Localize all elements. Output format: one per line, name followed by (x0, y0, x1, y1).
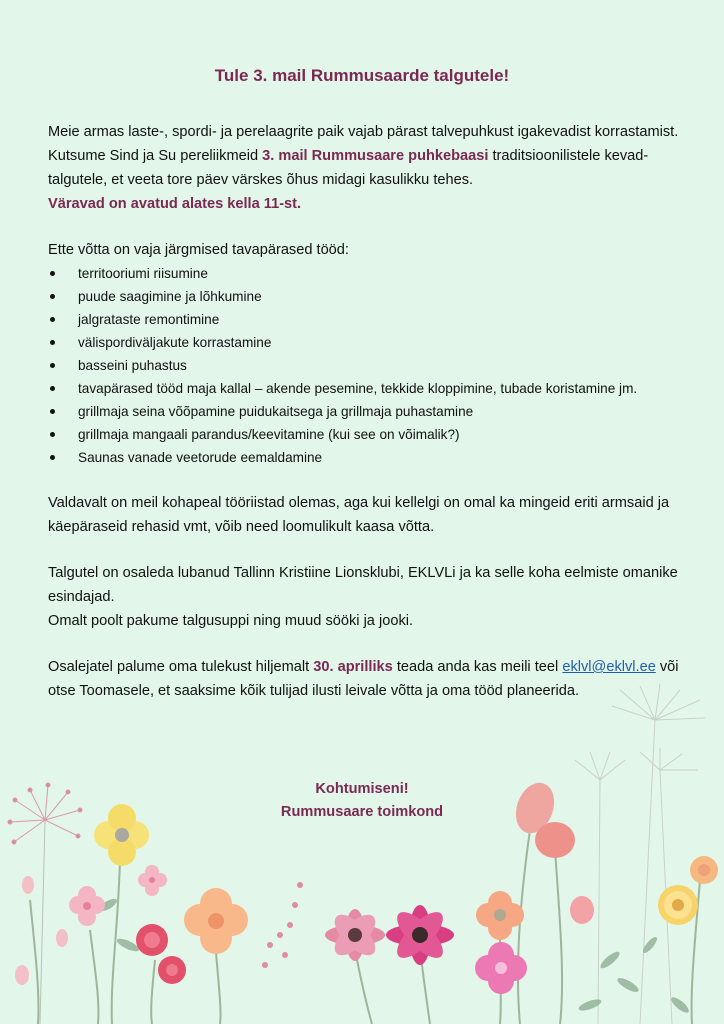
invite-text: Kutsume Sind ja Su pereliikmeid (48, 148, 263, 164)
event-date-place: 3. mail Rummusaare puhkebaasi (262, 148, 489, 164)
page-title: Tule 3. mail Rummusaarde talgutele! (214, 66, 510, 85)
registration-text: Osalejatel palume oma tulekust hiljemalt (48, 659, 314, 675)
list-item: välispordiväljakute korrastamine (48, 331, 680, 354)
email-link[interactable]: eklvl@eklvl.ee (562, 659, 656, 675)
gates-open-notice: Väravad on avatud alates kella 11-st. (48, 196, 302, 212)
participants-line: Talgutel on osaleda lubanud Tallinn Kristiine Lionsklubi, EKLVLi ja ka selle koha eelmiste omanike esindajad. (48, 565, 678, 605)
coral-flower-icon (476, 891, 524, 940)
list-item: Saunas vanade veetorude eemaldamine (48, 446, 680, 469)
list-item: basseini puhastus (48, 354, 680, 377)
registration-text-end: või otse Toomasele, et saaksime kõik tulijad ilusti leivale võtta ja oma tööd planeerida. (48, 659, 679, 699)
list-item: puude saagimine ja lõhkumine (48, 285, 680, 308)
food-line: Omalt poolt pakume talgusuppi ning muud sööki ja jooki. (48, 613, 414, 629)
list-item: tavapärased tööd maja kallal – akende pesemine, tekkide kloppimine, tubade koristamine jm. (48, 377, 680, 400)
tasks-heading: Ette võtta on vaja järgmised tavapärased tööd: (48, 242, 349, 258)
bud-cluster-icon (262, 882, 303, 968)
registration-text-middle: teada anda kas meili teel (392, 659, 563, 675)
registration-deadline: 30. aprilliks (313, 659, 393, 675)
invite-text-rest: traditsioonilistele kevadtalgutele, et veeta tore päev värskes õhus midagi kasulikku tehes. (48, 148, 649, 188)
list-item: grillmaja mangaali parandus/keevitamine (kui see on võimalik?) (48, 423, 680, 446)
pink-daisy-icon (325, 908, 385, 962)
list-item: territooriumi riisumine (48, 262, 680, 285)
closing-greeting: Kohtumiseni! (315, 781, 409, 797)
intro-line: Meie armas laste-, spordi- ja perelaagrite paik vajab pärast talvepuhkust igakevadist korrastamist. (48, 124, 679, 140)
list-item: jalgrataste remontimine (48, 308, 680, 331)
dandelion-right-icon (575, 684, 705, 1024)
yellow-flower-icon (94, 804, 149, 866)
magenta-daisy-icon (386, 905, 454, 965)
peach-flower-icon (184, 888, 248, 954)
closing-signature: Rummusaare toimkond (280, 804, 444, 820)
list-item: grillmaja seina võõpamine puidukaitsega ja grillmaja puhastamine (48, 400, 680, 423)
tools-paragraph: Valdavalt on meil kohapeal tööriistad olemas, aga kui kellelgi on omal ka mingeid eriti armsaid ja käepäraseid rehasid vmt, võib need loomulikult kaasa võtta. (48, 495, 670, 535)
red-rose-icon (136, 924, 186, 984)
sunflower-icon (658, 856, 718, 925)
